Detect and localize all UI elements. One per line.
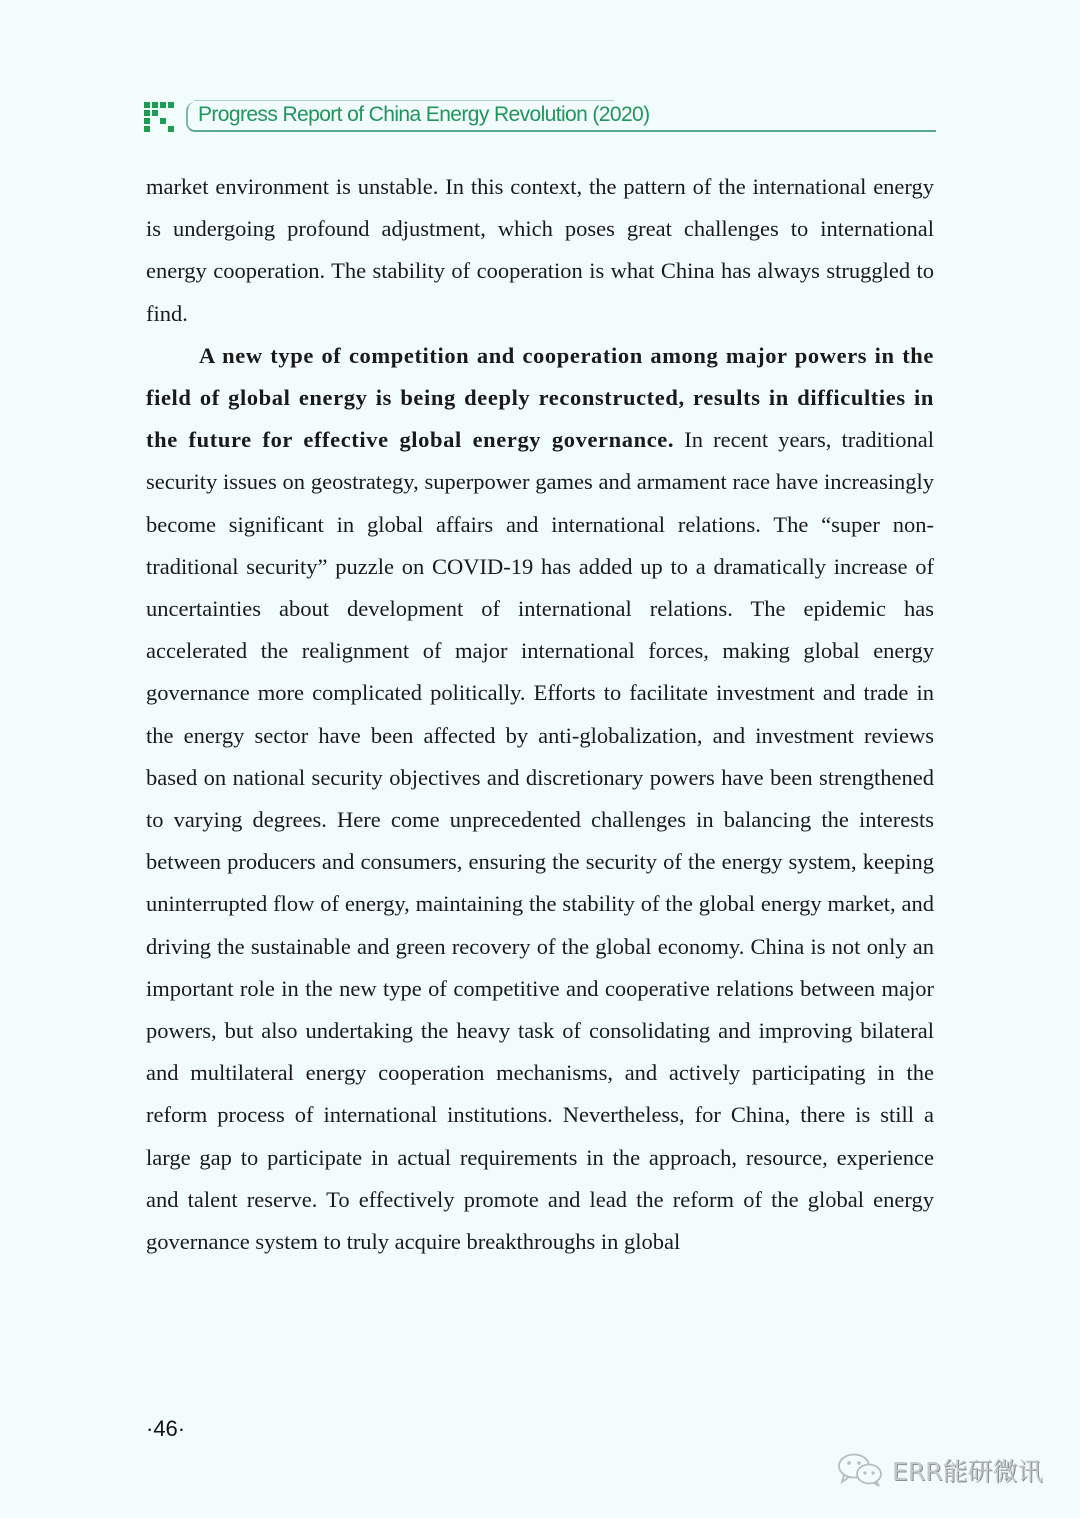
running-header [144, 100, 936, 134]
watermark-text: ERR能研微讯 [892, 1457, 1043, 1486]
paragraph [146, 335, 934, 1263]
body-text [146, 166, 934, 1263]
paragraph [146, 166, 934, 335]
report-title: Progress Report of China Energy Revolution (2020) [198, 103, 650, 126]
page-number: ·46· [146, 1416, 186, 1441]
paragraph-bold-lead: A new type of competition and cooperation among major powers in the field of global energy is being deeply reconstructed, results in difficulties in the future for effective global energy governance. [146, 342, 934, 453]
paragraph-text: In recent years, traditional security issues on geostrategy, superpower games and armament race have increasingly become significant in global affairs and international relations. The “super non-traditional security” puzzle on COVID-19 has added up to a dramatically increase of uncertainties about development of international relations. The epidemic has accelerated the realignment of major international forces, making global energy governance more complicated politically. Efforts to facilitate investment and trade in the energy sector have been affected by anti-globalization, and investment reviews based on national security objectives and discretionary powers have been strengthened to varying degrees. Here come unprecedented challenges in balancing the interests between producers and consumers, ensuring the security of the energy system, keeping uninterrupted flow of energy, maintaining the stability of the global energy market, and driving the sustainable and green recovery of the global economy. China is not only an important role in the new type of competitive and cooperative relations between major powers, but also undertaking the heavy task of consolidating and improving bilateral and multilateral energy cooperation mechanisms, and actively participating in the reform process of international institutions. Nevertheless, for China, there is still a large gap to participate in actual requirements in the approach, resource, experience and talent reserve. To effectively promote and lead the reform of the global energy governance system to truly acquire breakthroughs in global [146, 427, 934, 1255]
wechat-icon [836, 1452, 886, 1488]
watermark [836, 1450, 1043, 1490]
report-logo-icon [144, 102, 176, 132]
paragraph-text: market environment is unstable. In this context, the pattern of the international energy is undergoing profound adjustment, which poses great challenges to international energy cooperation. The stability of cooperation is what China has always struggled to find. [146, 174, 934, 326]
